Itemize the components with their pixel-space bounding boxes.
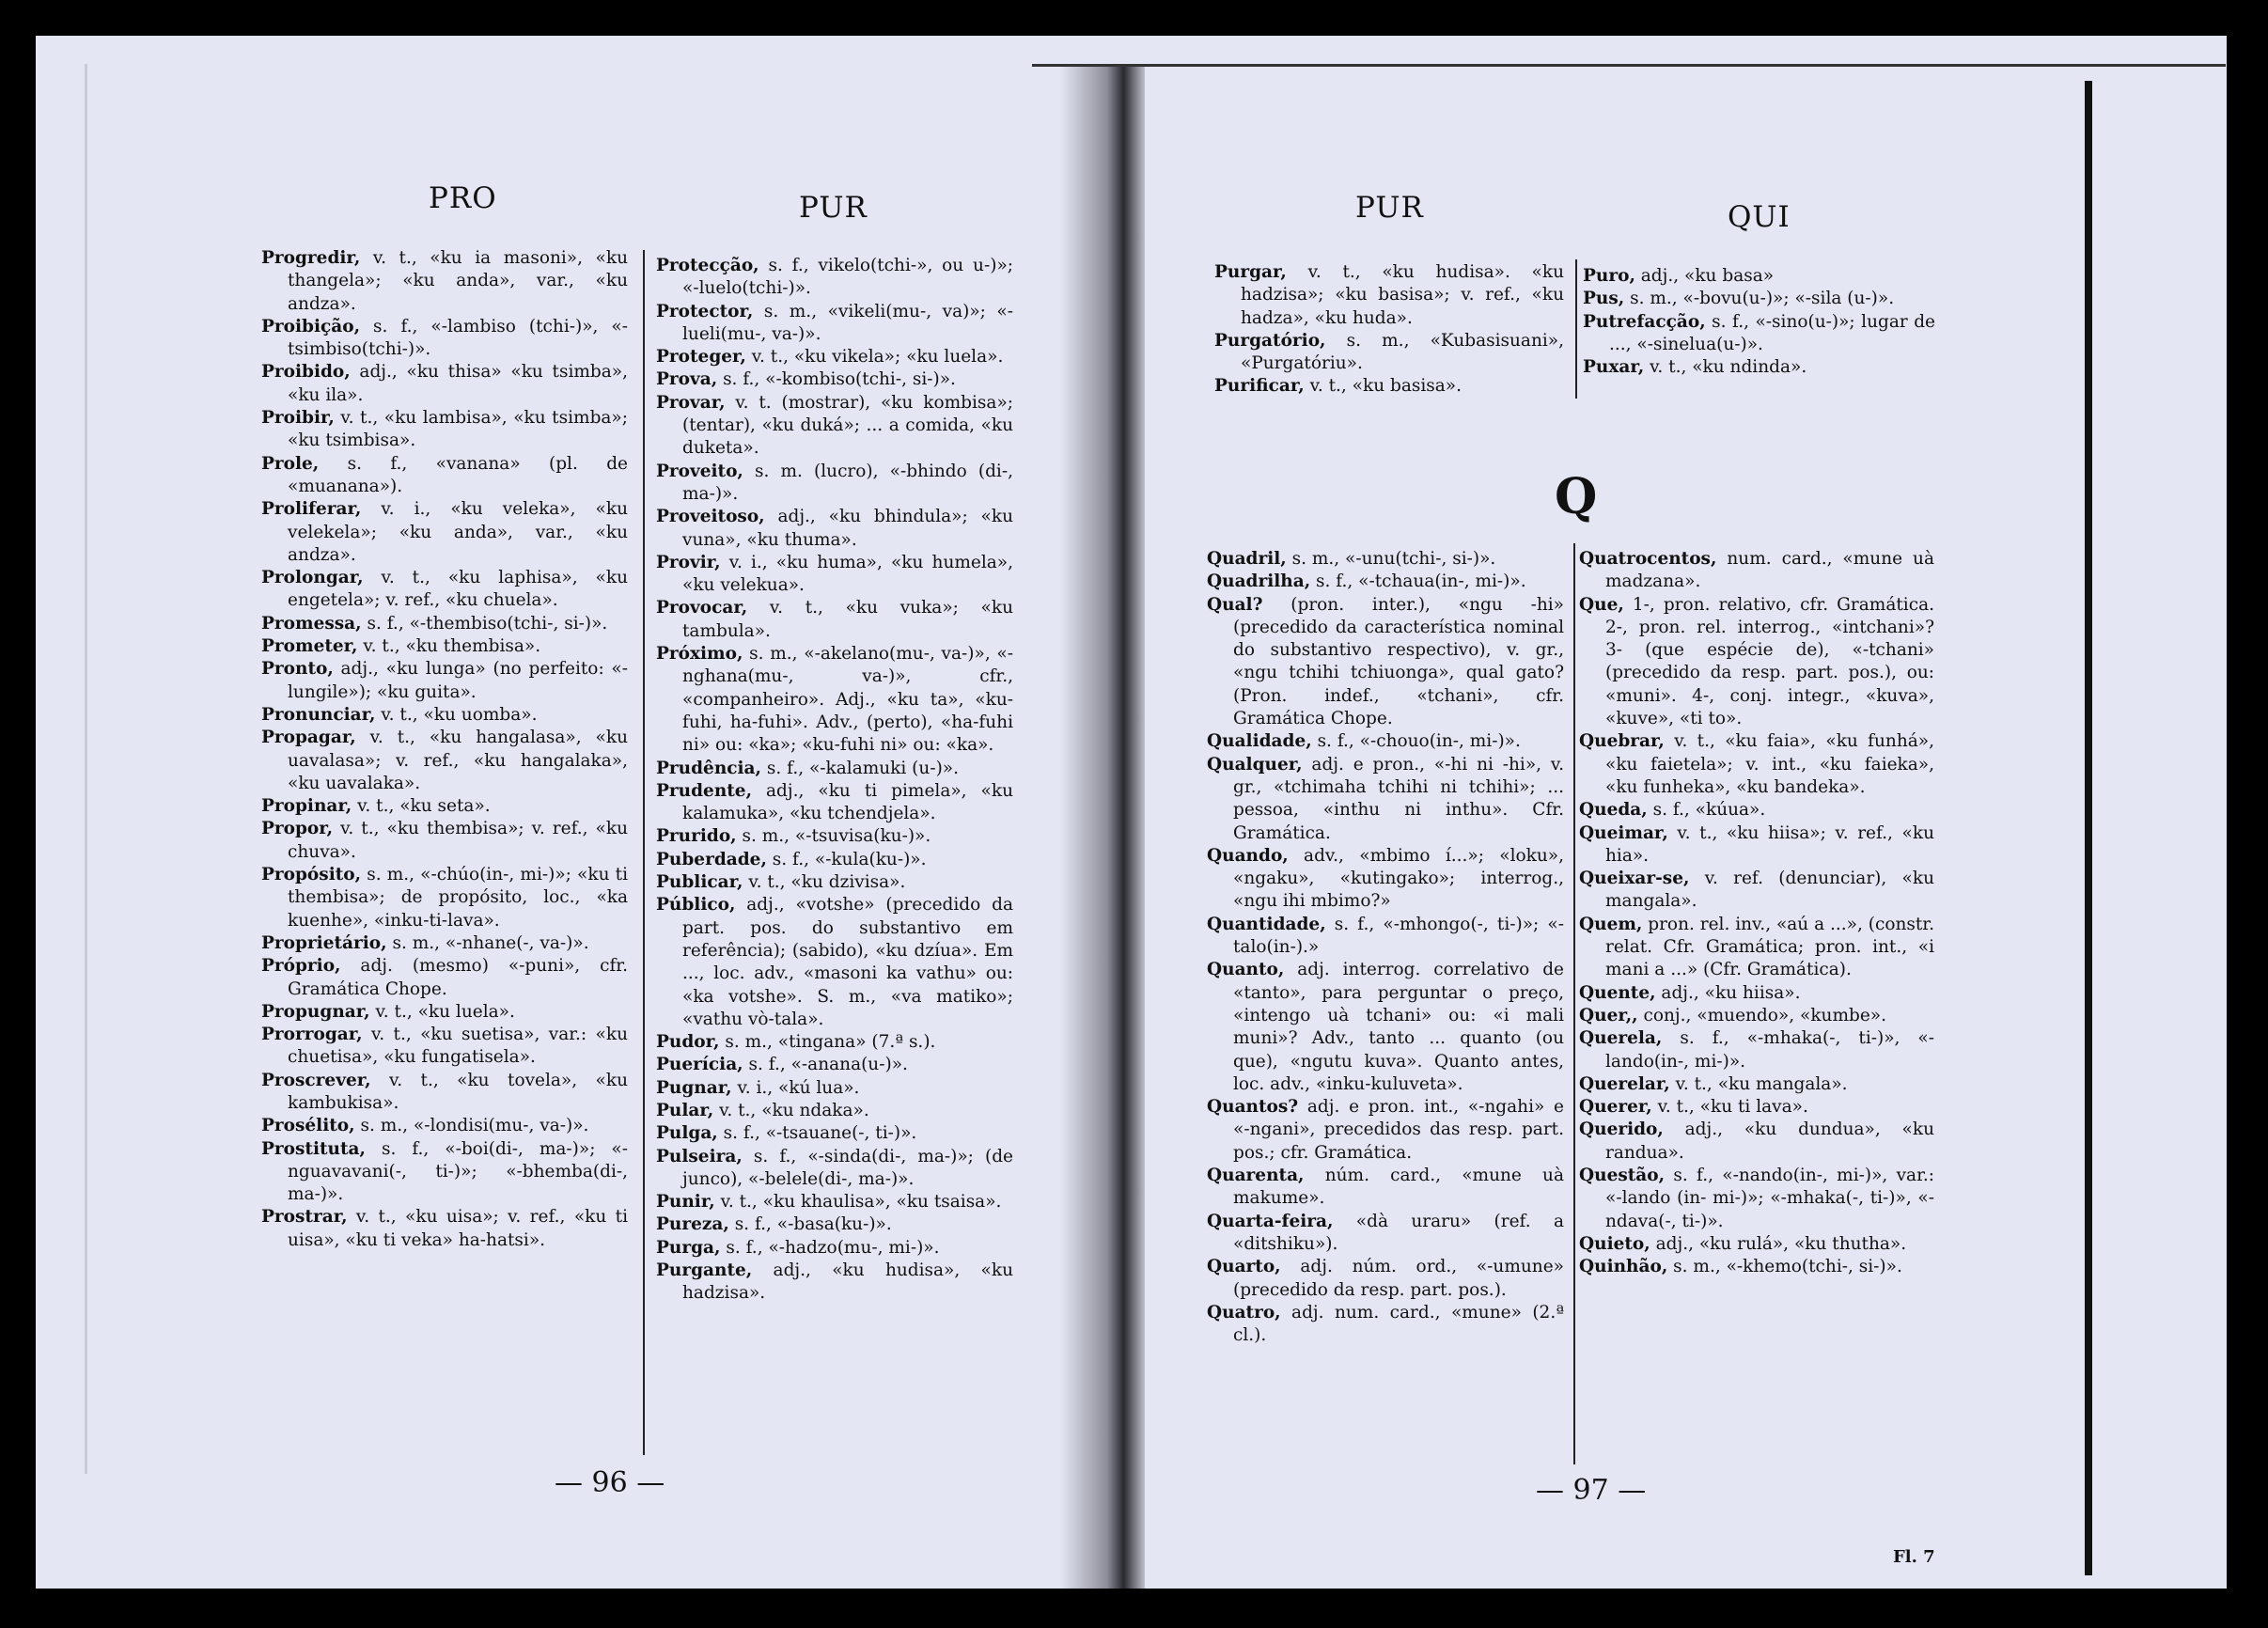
entry-definition: adj. e pron., «-hi ni -hi», v. gr., «tchimaha tchihi ni tchihi»; ... pessoa, «inthu ni inthu». Cfr. Gramática. (1233, 754, 1564, 843)
entry-definition: v. t., «ku hiisa»; v. ref., «ku hia». (1605, 822, 1934, 866)
entry-headword: Qualidade, (1207, 731, 1312, 752)
entry-headword: Quebrar, (1579, 731, 1665, 752)
dictionary-entry (656, 871, 1013, 894)
dictionary-entry (261, 498, 628, 567)
entry-definition: v. ref. (denunciar), «ku mangala». (1605, 869, 1934, 912)
dictionary-entry (656, 346, 1013, 368)
entry-headword: Prurido, (656, 826, 737, 847)
page-96 (36, 36, 1098, 1589)
dictionary-entry (261, 795, 628, 818)
section-letter: Q (1555, 468, 1598, 525)
entry-headword: Pulga, (656, 1123, 718, 1144)
column-rule (643, 250, 645, 1455)
sheet-mark: Fl. 7 (1893, 1547, 1935, 1567)
entry-definition: s. m., «-khemo(tchi-, si-)». (1667, 1257, 1902, 1277)
dictionary-entry (656, 461, 1013, 507)
dictionary-entry (656, 1213, 1013, 1236)
dictionary-entry (1579, 982, 1934, 1005)
entry-definition: núm. card., «mune uà makume». (1233, 1166, 1564, 1209)
entry-headword: Prova, (656, 369, 718, 390)
entry-headword: Proteger, (656, 347, 746, 368)
entry-definition: s. f., «-kalamuki (u-)». (761, 758, 959, 778)
entry-definition: v. t. (mostrar), «ku kombisa»; (tentar), «ku duká»; ... a comida, «ku duketa». (682, 392, 1013, 459)
dictionary-entry (1207, 845, 1564, 914)
dictionary-entry (261, 932, 628, 955)
entry-headword: Prudente, (656, 780, 753, 801)
entry-definition: s. f., «-sino(u-)»; lugar de ..., «-sinelua(u-)». (1609, 311, 1935, 354)
dictionary-entry (1579, 730, 1934, 799)
entry-headword: Putrefacção, (1583, 311, 1706, 332)
entry-definition: s. f., «kúua». (1647, 800, 1766, 821)
entry-definition: adj., «ku hudisa», «ku hadzisa». (682, 1260, 1013, 1304)
entry-headword: Quieto, (1579, 1233, 1650, 1254)
entry-headword: Punir, (656, 1192, 715, 1213)
dictionary-entry (261, 635, 628, 658)
entry-headword: Provar, (656, 392, 726, 413)
entries-column-2-top (1583, 265, 1935, 379)
entry-headword: Queixar-se, (1579, 869, 1690, 889)
running-header-left: PUR (1355, 191, 1424, 225)
entry-definition: adj., «ku lunga» (no perfeito: «-lungile»); «ku guita». (288, 659, 628, 702)
entry-headword: Puerícia, (656, 1055, 743, 1075)
entry-definition: adj., «ku basa» (1635, 266, 1775, 286)
dictionary-entry (261, 704, 628, 727)
entry-definition: s. m., «vikeli(mu-, va)»; «-lueli(mu-, va-)». (682, 301, 1013, 344)
dictionary-entry (261, 361, 628, 407)
entry-headword: Prudência, (656, 758, 761, 778)
entry-headword: Quatrocentos, (1579, 549, 1717, 569)
entry-headword: Quem, (1579, 914, 1643, 934)
entries-column-2 (1579, 548, 1934, 1279)
dictionary-entry (656, 1100, 1013, 1122)
entry-definition: s. f., «-mhongo(-, ti-)»; «-talo(in-).» (1233, 914, 1564, 958)
entry-headword: Provir, (656, 552, 721, 572)
entry-headword: Qual? (1207, 594, 1263, 615)
entry-definition: s. f., «-basa(ku-)». (728, 1214, 892, 1235)
entry-headword: Propor, (261, 819, 334, 839)
dictionary-entry (1207, 571, 1564, 593)
entry-definition: adj. núm. ord., «-umune» (precedido da resp. part. pos.). (1233, 1257, 1564, 1300)
dictionary-entry (261, 453, 628, 499)
entry-definition: v. t., «ku khaulisa», «ku tsaisa». (714, 1192, 1002, 1213)
entry-headword: Prostituta, (261, 1138, 366, 1159)
entry-headword: Propugnar, (261, 1001, 370, 1022)
dictionary-entry (261, 818, 628, 864)
running-header-left: PRO (429, 181, 497, 215)
entry-headword: Querer, (1579, 1097, 1652, 1118)
entry-definition: adj., «votshe» (precedido da part. pos. do substantivo em referência); (sabido), «ku dzíua». Em ..., loc. adv., «masoni ka vathu» ou: «ka votshe». S. m., «va matiko»; «vathu vò-tala». (682, 895, 1013, 1029)
dictionary-entry (1579, 1165, 1934, 1233)
entry-definition: adj., «ku bhindula»; «ku vuna», «ku thuma». (682, 507, 1013, 550)
entry-headword: Quanto, (1207, 960, 1285, 980)
dictionary-entry (261, 864, 628, 932)
dictionary-entry (261, 407, 628, 453)
entry-headword: Prole, (261, 453, 320, 474)
dictionary-entry (1207, 959, 1564, 1096)
entry-definition: v. i., «kú lua». (731, 1077, 860, 1098)
entry-definition: v. t., «ku ti lava». (1651, 1097, 1808, 1118)
entry-definition: v. t., «ku tovela», «ku kambukisa». (288, 1070, 628, 1113)
dictionary-entry (1214, 330, 1564, 376)
entry-headword: Proveitoso, (656, 507, 765, 527)
entry-headword: Propósito, (261, 865, 362, 885)
entry-headword: Quer,, (1579, 1005, 1638, 1025)
entry-headword: Proibido, (261, 362, 351, 383)
entry-headword: Protector, (656, 301, 754, 321)
dictionary-entry (261, 1206, 628, 1252)
entry-definition: s. f., «-nando(in-, mi-)», var.: «-lando (in- mi-)»; «-mhaka(-, ti-)», «-ndava(-, ti-)». (1605, 1166, 1934, 1231)
entry-definition: s. m. (lucro), «-bhindo (di-, ma-)». (682, 461, 1013, 504)
entry-headword: Purgar, (1214, 262, 1287, 282)
page-number: — 97 — (1536, 1474, 1647, 1507)
entry-headword: Purgatório, (1214, 330, 1326, 351)
entry-definition: v. t., «ku laphisa», «ku engetela»; v. ref., «ku chuela». (288, 568, 628, 611)
dictionary-entry (261, 316, 628, 362)
dictionary-entry (656, 301, 1013, 347)
dictionary-entry (656, 758, 1013, 780)
dictionary-entry (261, 658, 628, 704)
entry-headword: Pronunciar, (261, 704, 376, 725)
entry-headword: Provocar, (656, 598, 748, 618)
column-rule (1573, 543, 1575, 1464)
dictionary-entry (1214, 261, 1564, 330)
entry-definition: pron. rel. inv., «aú a ...», (constr. relat. Cfr. Gramática; pron. int., «i mani a ...» (Cfr. Gramática). (1605, 914, 1934, 980)
entry-headword: Qualquer, (1207, 754, 1303, 775)
entry-definition: adj., «ku dundua», «ku randua». (1605, 1119, 1934, 1163)
entry-definition: adv., «mbimo í...»; «loku», «ngaku», «kutingako»; interrog., «ngu ihi mbimo?» (1233, 845, 1564, 912)
entry-definition: v. t., «ku mangala». (1669, 1073, 1848, 1094)
entry-definition: v. i., «ku veleka», «ku velekela»; «ku anda», var., «ku andza». (288, 499, 628, 565)
entry-definition: v. t., «ku dzivisa». (743, 872, 906, 893)
entry-headword: Progredir, (261, 248, 361, 268)
entry-definition: s. m., «-akelano(mu-, va-)», «-nghana(mu-, va-)», cfr., «companheiro». Adj., «ku ta», «ku-fuhi, ha-fuhi». Adv., (perto), «ha-fuhi ni» ou: «ka»; «ku-fuhi ni» ou: «ka». (682, 644, 1013, 756)
entry-definition: s. f., «-mhaka(-, ti-)», «-lando(in-, mi-)». (1605, 1028, 1934, 1072)
entries-column-1 (1207, 548, 1564, 1347)
entry-definition: s. f., «-sinda(di-, ma-)»; (de junco), «-belele(di-, ma-)». (682, 1146, 1013, 1189)
entry-headword: Purgante, (656, 1260, 753, 1281)
entry-definition: v. t., «ku thembisa». (357, 636, 541, 657)
dictionary-entry (261, 1024, 628, 1070)
entry-headword: Quarenta, (1207, 1166, 1305, 1186)
entry-headword: Proveito, (656, 461, 743, 481)
entry-definition: v. t., «ku seta». (352, 796, 491, 817)
entry-definition: s. m., «Kubasisuani», «Purgatóriu». (1241, 330, 1564, 374)
scanned-spread (36, 36, 2227, 1589)
entry-definition: s. m., «-nhane(-, va-)». (386, 932, 589, 953)
running-header-right: PUR (799, 191, 868, 225)
entry-headword: Quatro, (1207, 1302, 1281, 1323)
page-97 (1098, 36, 2227, 1589)
dictionary-entry (656, 392, 1013, 461)
entry-definition: v. t., «ku hangalasa», «ku uavalasa»; v. ref., «ku hangalaka», «ku uavalaka». (288, 728, 628, 793)
dictionary-entry (656, 552, 1013, 598)
entry-definition: adj. num. card., «mune» (2.ª cl.). (1233, 1302, 1564, 1346)
entry-definition: s. f., «-kombiso(tchi-, si-)». (717, 369, 956, 390)
column-rule-top (1575, 259, 1577, 399)
dictionary-entry (261, 1138, 628, 1207)
entry-headword: Publicar, (656, 872, 743, 893)
entry-definition: v. t., «ku ndaka». (713, 1100, 869, 1120)
entry-headword: Queimar, (1579, 822, 1668, 843)
dictionary-entry (1207, 1165, 1564, 1211)
dictionary-entry (1579, 548, 1934, 594)
entry-definition: s. f., «-kula(ku-)». (766, 849, 927, 869)
entry-headword: Propinar, (261, 796, 352, 817)
dictionary-entry (656, 849, 1013, 871)
entry-headword: Próprio, (261, 956, 341, 977)
dictionary-entry (1579, 1096, 1934, 1119)
entry-definition: v. t., «ku lambisa», «ku tsimba»; «ku tsimbisa». (288, 408, 628, 451)
entry-definition: «dà uraru» (ref. a «ditshiku»). (1233, 1211, 1564, 1254)
dictionary-entry (261, 1070, 628, 1116)
dictionary-entry (1207, 914, 1564, 960)
entry-definition: s. m., «-tsuvisa(ku-)». (736, 826, 931, 847)
entry-headword: Quadril, (1207, 549, 1287, 569)
entry-headword: Público, (656, 895, 736, 916)
entry-definition: v. t., «ku uisa»; v. ref., «ku ti uisa», «ku ti veka» ha-hatsi». (288, 1207, 628, 1250)
dictionary-entry (656, 1191, 1013, 1213)
entry-headword: Prostrar, (261, 1207, 348, 1228)
entry-definition: s. m., «-unu(tchi-, si-)». (1286, 549, 1496, 569)
entry-definition: v. t., «ku uomba». (375, 704, 538, 725)
dictionary-entry (261, 1001, 628, 1024)
entry-definition: v. i., «ku huma», «ku humela», «ku velekua». (682, 552, 1013, 596)
entry-definition: adj., «ku rulá», «ku thutha». (1650, 1233, 1907, 1254)
entry-headword: Propagar, (261, 728, 356, 748)
dictionary-entry (1579, 1119, 1934, 1165)
entry-definition: s. f., «-tsauane(-, ti-)». (717, 1123, 917, 1144)
dictionary-entry (656, 1054, 1013, 1076)
entry-headword: Quadrilha, (1207, 571, 1311, 592)
entry-definition: s. m., «-bovu(u-)»; «-sila (u-)». (1624, 289, 1895, 309)
entries-column-2 (656, 255, 1013, 1306)
entry-headword: Quantidade, (1207, 914, 1326, 934)
entry-definition: conj., «muendo», «kumbe». (1637, 1005, 1886, 1025)
dictionary-entry (1207, 730, 1564, 753)
dictionary-entry (1207, 1302, 1564, 1348)
entry-definition: v. t., «ku faia», «ku funhá», «ku faietela»; v. int., «ku faieka», «ku funheka», «ku bandeka». (1605, 731, 1934, 797)
entry-headword: Próximo, (656, 644, 743, 665)
entry-headword: Proibir, (261, 408, 335, 429)
entry-definition: v. t., «ku luela». (369, 1001, 515, 1022)
dictionary-entry (1579, 822, 1934, 869)
entry-headword: Quente, (1579, 982, 1656, 1003)
dictionary-entry (1207, 1096, 1564, 1165)
dictionary-entry (1207, 754, 1564, 845)
dictionary-entry (261, 613, 628, 635)
entry-definition: s. f., «-tchaua(in-, mi-)». (1310, 571, 1526, 592)
entry-definition: v. t., «ku ia masoni», «ku thangela»; «ku anda», var., «ku andza». (288, 248, 628, 314)
dictionary-entry (656, 368, 1013, 391)
entry-definition: v. t., «ku thembisa»; v. ref., «ku chuva». (288, 819, 628, 862)
entry-headword: Protecção, (656, 256, 759, 275)
dictionary-entry (1214, 375, 1564, 398)
entry-headword: Purga, (656, 1237, 721, 1258)
entry-headword: Quarta-feira, (1207, 1211, 1334, 1231)
dictionary-entry (656, 255, 1013, 301)
entry-definition: v. t., «ku suetisa», var.: «ku chuetisa», «ku fungatisela». (288, 1025, 628, 1068)
dictionary-entry (656, 506, 1013, 552)
dictionary-entry (656, 1237, 1013, 1260)
entry-definition: s. f., «-lambiso (tchi-)», «-tsimbiso(tchi-)». (288, 316, 628, 360)
dictionary-entry (1579, 914, 1934, 982)
entry-headword: Quarto, (1207, 1257, 1281, 1277)
entry-headword: Questão, (1579, 1166, 1666, 1186)
dictionary-entry (656, 894, 1013, 1031)
entry-definition: adj. (mesmo) «-puni», cfr. Gramática Chope. (288, 956, 628, 999)
entry-headword: Puro, (1583, 266, 1635, 286)
entry-headword: Queda, (1579, 800, 1648, 821)
dictionary-entry (261, 727, 628, 795)
entry-headword: Pular, (656, 1100, 714, 1120)
entry-definition: v. t., «ku ndinda». (1644, 357, 1807, 378)
dictionary-entry (261, 1115, 628, 1137)
entry-definition: v. t., «ku vikela»; «ku luela». (745, 347, 1004, 368)
entry-headword: Proscrever, (261, 1070, 371, 1090)
entry-definition: v. t., «ku vuka»; «ku tambula». (682, 598, 1013, 641)
entry-definition: v. t., «ku hudisa». «ku hadzisa»; «ku basisa»; v. ref., «ku hadza», «ku huda». (1241, 262, 1564, 328)
entry-definition: s. f., «-chouo(in-, mi-)». (1311, 731, 1521, 752)
dictionary-entry (1207, 1211, 1564, 1257)
entry-headword: Pronto, (261, 659, 334, 680)
dictionary-entry (261, 567, 628, 613)
entry-definition: s. f., «-thembiso(tchi-, si-)». (361, 613, 608, 634)
entry-headword: Proprietário, (261, 932, 387, 953)
entry-headword: Proliferar, (261, 499, 362, 520)
dictionary-entry (1579, 1073, 1934, 1096)
entry-headword: Quinhão, (1579, 1257, 1668, 1277)
entries-column-1 (261, 247, 628, 1252)
entry-headword: Prometer, (261, 636, 358, 657)
dictionary-entry (656, 643, 1013, 757)
entry-headword: Querido, (1579, 1119, 1664, 1140)
dictionary-entry (1579, 1027, 1934, 1073)
dictionary-entry (1579, 1005, 1934, 1027)
entry-definition: adj., «ku hiisa». (1655, 982, 1801, 1003)
entry-headword: Pulseira, (656, 1146, 743, 1166)
dictionary-entry (656, 1260, 1013, 1306)
entry-headword: Que, (1579, 594, 1624, 615)
entry-headword: Pugnar, (656, 1077, 732, 1098)
dictionary-entry (1579, 1233, 1934, 1256)
entry-definition: adj. e pron. int., «-ngahi» e «-ngani», precedidos das resp. part. pos.; cfr. Gramática. (1233, 1097, 1564, 1163)
entry-definition: s. f., «-anana(u-)». (743, 1055, 908, 1075)
entry-definition: 1-, pron. relativo, cfr. Gramática. 2-, pron. rel. interrog., «intchani»? 3- (que espécie de), «-tchani» (precedido da resp. part. pos.), ou: «muni». 4-, conj. integr., «kuva», «kuve», «ti to». (1605, 594, 1934, 729)
entry-definition: s. m., «tingana» (7.ª s.). (719, 1032, 936, 1053)
entry-headword: Prolongar, (261, 568, 364, 588)
dictionary-entry (1583, 288, 1935, 310)
dictionary-entry (1207, 1256, 1564, 1302)
entries-column-1-top (1214, 261, 1564, 399)
dictionary-entry (656, 825, 1013, 848)
page-number: — 96 — (555, 1466, 665, 1499)
dictionary-entry (1583, 265, 1935, 288)
dictionary-entry (1579, 1256, 1934, 1278)
entry-definition: adj., «ku thisa» «ku tsimba», «ku ila». (288, 362, 628, 405)
entry-definition: s. m., «-londisi(mu-, va-)». (354, 1116, 589, 1136)
entry-headword: Querela, (1579, 1028, 1663, 1049)
dictionary-entry (1579, 799, 1934, 822)
entry-headword: Quantos? (1207, 1097, 1299, 1118)
entry-headword: Quando, (1207, 845, 1289, 866)
dictionary-entry (1583, 356, 1935, 379)
entry-headword: Promessa, (261, 613, 362, 634)
entry-definition: s. f., vikelo(tchi-», ou u-)»; «-luelo(tchi-)». (682, 256, 1013, 299)
entry-definition: s. m., «-chúo(in-, mi-)»; «ku ti thembisa»; de propósito, loc., «ka kuenhe», «inku-ti-lava». (288, 865, 628, 931)
entry-definition: s. f., «-hadzo(mu-, mi-)». (720, 1237, 940, 1258)
entry-definition: adj. interrog. correlativo de «tanto», para perguntar o preço, «intengo uà tchani» ou: «i mali muni»? Adv., tanto ... quanto (ou que), «ngutu kuva». Quanto antes, loc. adv., «inku-kuluveta». (1233, 960, 1564, 1094)
entry-definition: (pron. inter.), «ngu -hi» (precedido da característica nominal do substantivo respectivo), v. gr., «ngu tchihi tchiuonga», qual gato? (Pron. indef., «tchani», cfr. Gramática Chope. (1233, 594, 1564, 729)
entry-headword: Puberdade, (656, 849, 767, 869)
entry-headword: Prosélito, (261, 1116, 355, 1136)
dictionary-entry (1207, 548, 1564, 571)
entry-headword: Prorrogar, (261, 1025, 363, 1045)
dictionary-entry (1579, 594, 1934, 731)
entry-definition: s. f., «vanana» (pl. de «muanana»). (288, 453, 628, 496)
entry-headword: Pudor, (656, 1032, 720, 1053)
entry-headword: Purificar, (1214, 376, 1305, 397)
entry-headword: Querelar, (1579, 1073, 1670, 1094)
dictionary-entry (656, 1077, 1013, 1100)
dictionary-entry (656, 1031, 1013, 1054)
dictionary-entry (1583, 311, 1935, 357)
dictionary-entry (656, 780, 1013, 826)
entry-definition: v. t., «ku basisa». (1304, 376, 1462, 397)
entry-headword: Pureza, (656, 1214, 729, 1235)
dictionary-entry (656, 597, 1013, 643)
entry-headword: Puxar, (1583, 357, 1645, 378)
dictionary-entry (1579, 868, 1934, 914)
dictionary-entry (656, 1122, 1013, 1145)
dictionary-entry (656, 1146, 1013, 1192)
dictionary-entry (261, 955, 628, 1001)
entry-headword: Proibição, (261, 316, 361, 337)
dictionary-entry (1207, 594, 1564, 731)
entry-headword: Pus, (1583, 289, 1625, 309)
entry-definition: adj., «ku ti pimela», «ku kalamuka», «ku tchendjela». (682, 780, 1013, 824)
running-header-right: QUI (1728, 200, 1791, 234)
entry-definition: s. f., «-boi(di-, ma-)»; «-nguavavani(-, ti-)»; «-bhemba(di-, ma-)». (288, 1138, 628, 1205)
dictionary-entry (261, 247, 628, 316)
entry-definition: num. card., «mune uà madzana». (1605, 549, 1934, 592)
